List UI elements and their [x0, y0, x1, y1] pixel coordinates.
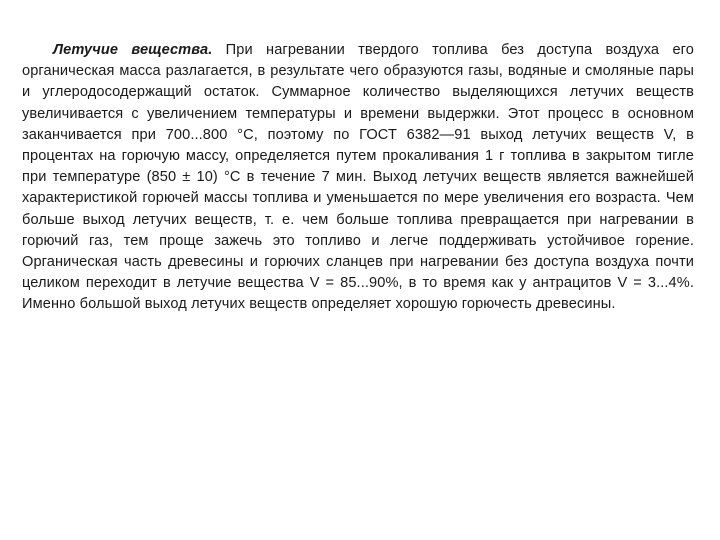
term-heading: Летучие вещества. — [53, 42, 213, 58]
body-paragraph — [22, 40, 694, 316]
body-text: При нагревании твердого топлива без доступа воздуха его органическая масса разлагается, в результате чего образуются газы, водяные и смоляные пары и углеродосодержащий остаток. Суммарное количество выделяющихся летучих веществ увеличивается с увеличением температуры и времени выдержки. Этот процесс в основном заканчивается при 700...800 °С, поэтому по ГОСТ 6382—91 выход летучих веществ V, в процентах на горючую массу, определяется путем прокаливания 1 г топлива в закрытом тигле при температуре (850 ± 10) °С в течение 7 мин. Выход летучих веществ является важнейшей характеристикой горючей массы топлива и уменьшается по мере увеличения его возраста. Чем больше выход летучих веществ, т. е. чем больше топлива превращается при нагревании в горючий газ, тем проще зажечь это топливо и легче поддерживать устойчивое горение. Органическая часть древесины и горючих сланцев при нагревании без доступа воздуха почти целиком переходит в летучие вещества V = 85...90%, в то время как у антрацитов V = 3...4%. Именно большой выход летучих веществ определяет хорошую горючесть древесины. — [22, 42, 694, 313]
